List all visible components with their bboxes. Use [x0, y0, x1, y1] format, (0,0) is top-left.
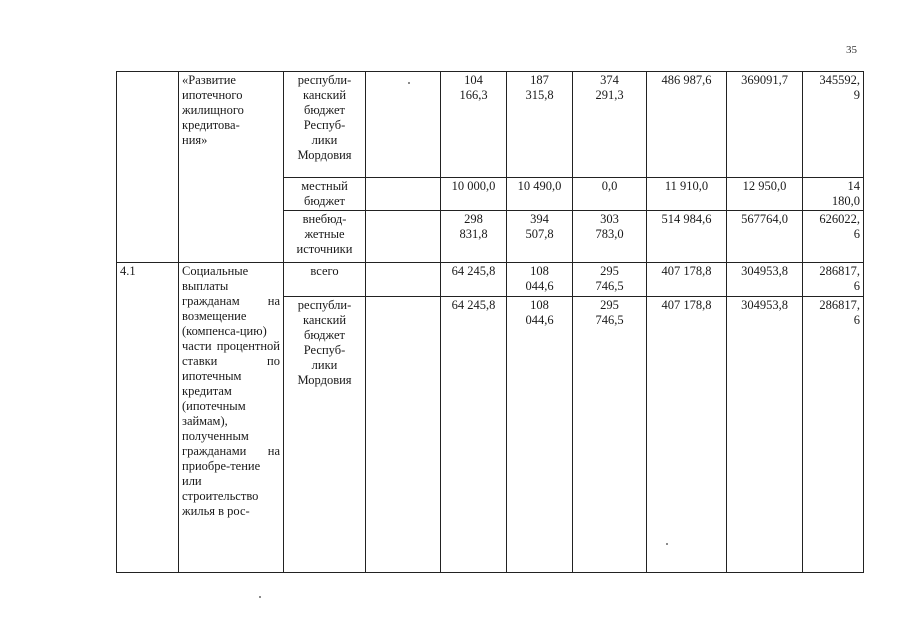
value-cell: 374 291,3 [573, 72, 647, 178]
value-cell: 407 178,8 [647, 297, 727, 573]
blank-cell [366, 263, 441, 297]
funding-source-cell: внебюд- жетные источники [284, 211, 366, 263]
blank-cell [366, 297, 441, 573]
funding-source-cell: местный бюджет [284, 178, 366, 211]
value-cell: 14 180,0 [803, 178, 864, 211]
value-cell: 10 000,0 [441, 178, 507, 211]
table-row [117, 72, 864, 178]
value-cell: 187 315,8 [507, 72, 573, 178]
value-cell: 10 490,0 [507, 178, 573, 211]
value-cell: 295 746,5 [573, 263, 647, 297]
blank-cell [366, 72, 441, 178]
value-cell: 286817, 6 [803, 263, 864, 297]
budget-table [116, 71, 864, 573]
value-cell: 286817, 6 [803, 297, 864, 573]
program-name-cell: «Развитие ипотечного жилищного кредитова- ния» [179, 72, 284, 263]
row-index-cell [117, 72, 179, 263]
page-number: 35 [846, 44, 857, 56]
row-index-cell: 4.1 [117, 263, 179, 573]
funding-source-cell: республи- канский бюджет Респуб- лики Мордовия [284, 297, 366, 573]
value-cell: 64 245,8 [441, 297, 507, 573]
value-cell: 394 507,8 [507, 211, 573, 263]
value-cell: 298 831,8 [441, 211, 507, 263]
measure-name-cell: Социальные выплаты гражданам на возмещение (компенса-цию) части процентной ставки по ипотечным кредитам (ипотечным займам), полученным гражданами на приобре-тение или строительство жилья в рос- [179, 263, 284, 573]
funding-source-cell: республи- канский бюджет Респуб- лики Мордовия [284, 72, 366, 178]
blank-cell [366, 178, 441, 211]
value-cell: 303 783,0 [573, 211, 647, 263]
scan-speck [259, 596, 261, 598]
value-cell: 567764,0 [727, 211, 803, 263]
value-cell: 104 166,3 [441, 72, 507, 178]
value-cell: 407 178,8 [647, 263, 727, 297]
value-cell: 626022, 6 [803, 211, 864, 263]
value-cell: 486 987,6 [647, 72, 727, 178]
value-cell: 369091,7 [727, 72, 803, 178]
table-row [117, 263, 864, 297]
value-cell: 0,0 [573, 178, 647, 211]
value-cell: 514 984,6 [647, 211, 727, 263]
value-cell: 304953,8 [727, 263, 803, 297]
value-cell: 64 245,8 [441, 263, 507, 297]
value-cell: 108 044,6 [507, 297, 573, 573]
blank-cell [366, 211, 441, 263]
value-cell: 345592, 9 [803, 72, 864, 178]
value-cell: 12 950,0 [727, 178, 803, 211]
value-cell: 108 044,6 [507, 263, 573, 297]
value-cell: 295 746,5 [573, 297, 647, 573]
value-cell: 304953,8 [727, 297, 803, 573]
value-cell: 11 910,0 [647, 178, 727, 211]
funding-source-cell: всего [284, 263, 366, 297]
